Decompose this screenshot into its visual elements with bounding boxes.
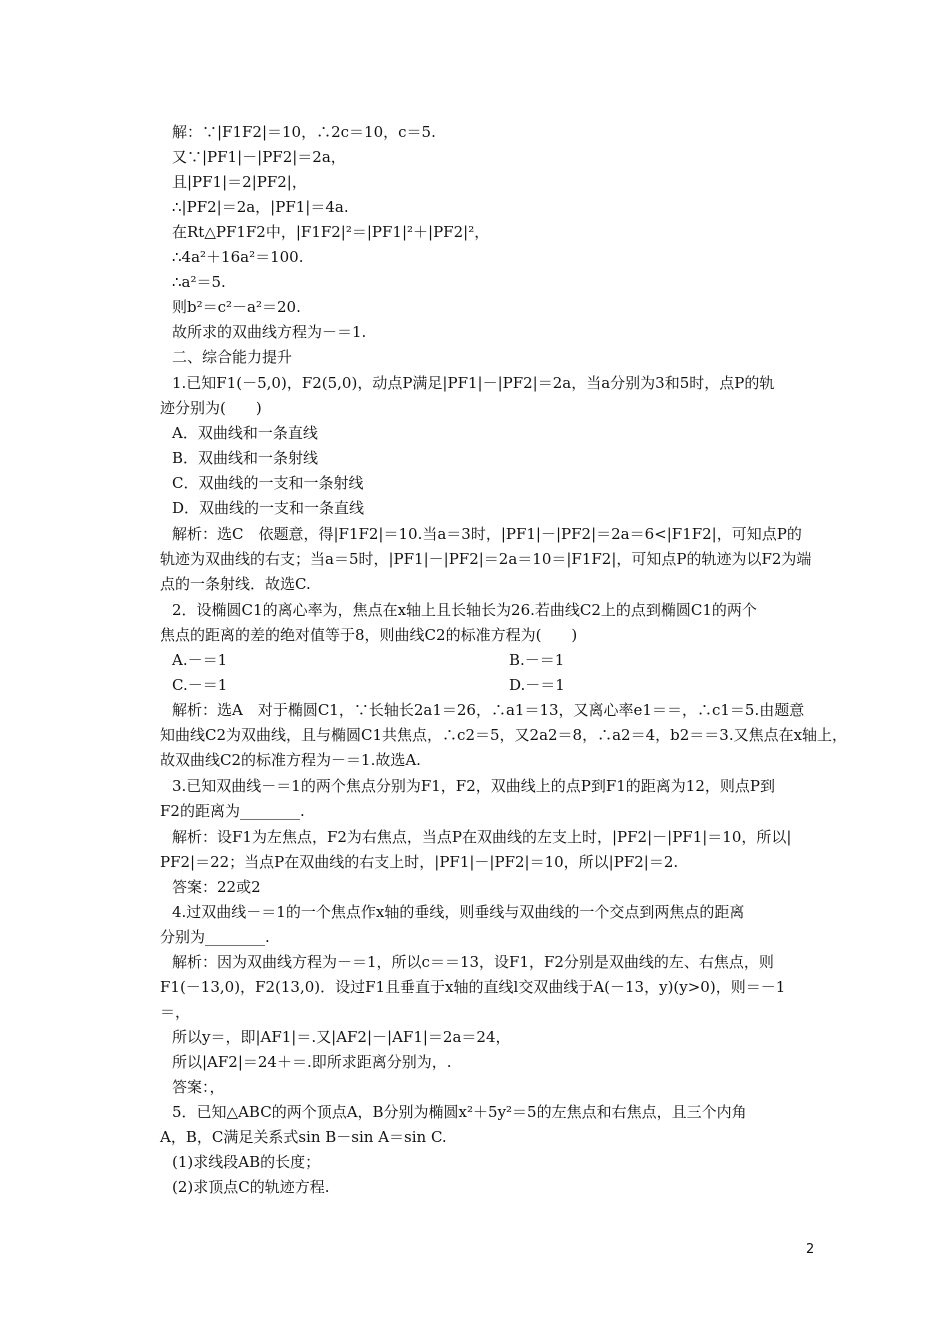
- text-line: F2的距离为________.: [160, 802, 305, 820]
- text-line: 轨迹为双曲线的右支；当a＝5时，|PF1|－|PF2|＝2a＝10＝|F1F2|，可知点P的轨迹为以F2为端: [160, 550, 812, 568]
- text-line: 则b²＝c²－a²＝20.: [172, 298, 301, 316]
- text-line: 迹分别为( ): [160, 399, 262, 417]
- solution-4: 解析：因为双曲线方程为－＝1，所以c＝＝13，设F1，F2分别是双曲线的左、右焦点，则: [172, 953, 774, 971]
- text-line: 知曲线C2为双曲线，且与椭圆C1共焦点，∴c2＝5，又2a2＝8，∴a2＝4，b2＝＝3.又焦点在x轴上，: [160, 726, 848, 744]
- text-line: A，B，C满足关系式sin B－sin A＝sin C.: [160, 1128, 447, 1146]
- text-line: PF2|＝22；当点P在双曲线的右支上时，|PF1|－|PF2|＝10，所以|PF2|＝2.: [160, 853, 679, 871]
- text-line: ∴a²＝5.: [172, 273, 226, 291]
- text-line: 且|PF1|＝2|PF2|，: [172, 173, 307, 191]
- solution-2: 解析：选A 对于椭圆C1，∵长轴长2a1＝26，∴a1＝13，又离心率e1＝＝，∴c1＝5.由题意: [172, 701, 805, 719]
- text-line: 在Rt△PF1F2中，|F1F2|²＝|PF1|²＋|PF2|²，: [172, 223, 490, 241]
- text-line: ＝，: [160, 1003, 191, 1021]
- answer-4: 答案：，: [172, 1078, 225, 1096]
- option-a: A.－＝1: [172, 651, 228, 669]
- text-line: 又∵|PF1|－|PF2|＝2a，: [172, 148, 346, 166]
- text-line: 所以y＝，即|AF1|＝.又|AF2|－|AF1|＝2a＝24，: [172, 1028, 511, 1046]
- text-line: F1(－13,0)，F2(13,0)．设过F1且垂直于x轴的直线l交双曲线于A(－13，y)(y>0)，则＝－1: [160, 978, 786, 996]
- question-3: 3.已知双曲线－＝1的两个焦点分别为F1，F2，双曲线上的点P到F1的距离为12，则点P到: [172, 777, 775, 795]
- text-line: ∴|PF2|＝2a，|PF1|＝4a.: [172, 198, 349, 216]
- section-heading: 二、综合能力提升: [172, 348, 293, 366]
- text-line: 故所求的双曲线方程为－＝1.: [172, 323, 367, 341]
- sub-question-1: (1)求线段AB的长度；: [172, 1153, 321, 1171]
- text-line: 焦点的距离的差的绝对值等于8，则曲线C2的标准方程为( ): [160, 626, 578, 644]
- solution-3: 解析：设F1为左焦点，F2为右焦点，当点P在双曲线的左支上时，|PF2|－|PF1|＝10，所以|: [172, 828, 792, 846]
- text-line: 解：∵|F1F2|＝10，∴2c＝10，c＝5.: [172, 123, 436, 141]
- option-b: B.－＝1: [509, 651, 565, 669]
- question-2: 2．设椭圆C1的离心率为，焦点在x轴上且长轴长为26.若曲线C2上的点到椭圆C1的两个: [172, 601, 757, 619]
- question-4: 4.过双曲线－＝1的一个焦点作x轴的垂线，则垂线与双曲线的一个交点到两焦点的距离: [172, 903, 745, 921]
- option-b: B．双曲线和一条射线: [172, 449, 319, 467]
- option-d: D.－＝1: [509, 676, 565, 694]
- option-a: A．双曲线和一条直线: [172, 424, 318, 442]
- text-line: 分别为________.: [160, 928, 270, 946]
- text-line: 故双曲线C2的标准方程为－＝1.故选A.: [160, 751, 421, 769]
- sub-question-2: (2)求顶点C的轨迹方程.: [172, 1178, 330, 1196]
- text-line: ∴4a²＋16a²＝100.: [172, 248, 304, 266]
- page-number: 2: [806, 1242, 815, 1257]
- solution-1: 解析：选C 依题意，得|F1F2|＝10.当a＝3时，|PF1|－|PF2|＝2a＝6<|F1F2|，可知点P的: [172, 525, 802, 543]
- answer-3: 答案：22或2: [172, 878, 261, 896]
- option-c: C．双曲线的一支和一条射线: [172, 474, 364, 492]
- text-line: 点的一条射线．故选C.: [160, 575, 311, 593]
- option-d: D．双曲线的一支和一条直线: [172, 499, 365, 517]
- text-line: 所以|AF2|＝24＋＝.即所求距离分别为，.: [172, 1053, 452, 1071]
- question-5: 5．已知△ABC的两个顶点A，B分别为椭圆x²＋5y²＝5的左焦点和右焦点，且三个内角: [172, 1103, 747, 1121]
- question-1: 1.已知F1(－5,0)，F2(5,0)，动点P满足|PF1|－|PF2|＝2a，当a分别为3和5时，点P的轨: [172, 374, 775, 392]
- option-c: C.－＝1: [172, 676, 228, 694]
